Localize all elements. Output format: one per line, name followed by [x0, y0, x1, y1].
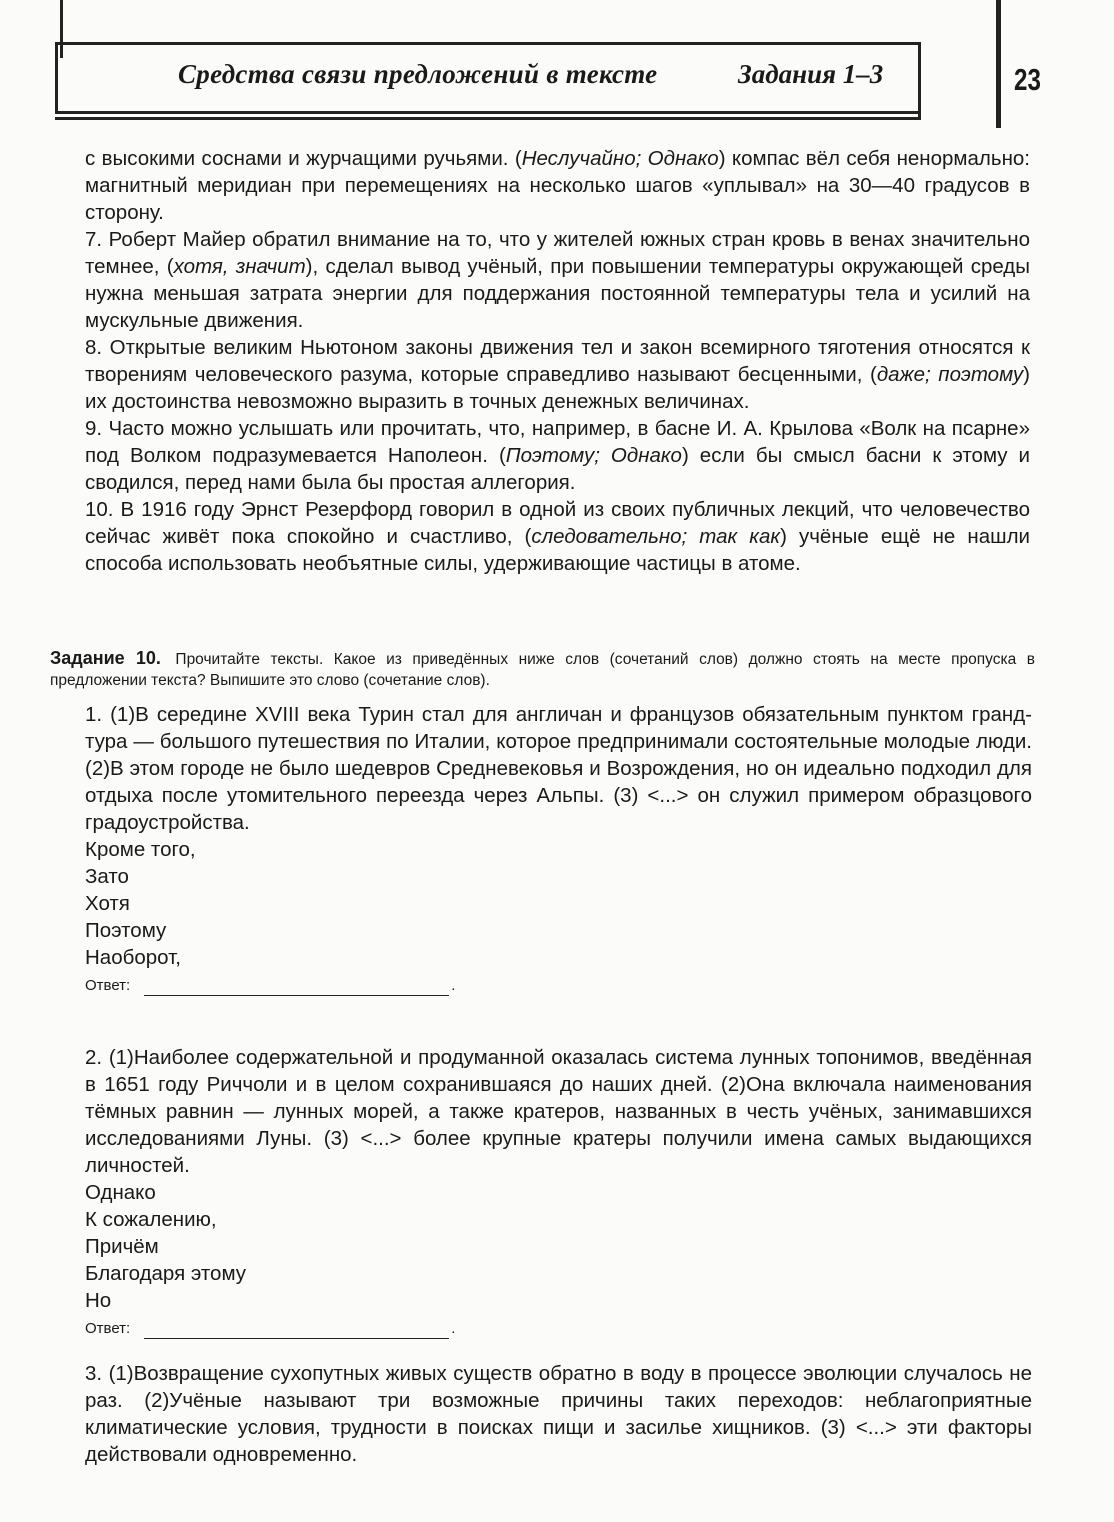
exercise-2-option-5: Но: [85, 1289, 112, 1312]
exercise-3-text: 3. (1)Возвращение сухопутных живых существ обратно в воду в процессе эволюции случалось не раз. (2)Учёные называют три возможные причины таких переходов: неблагоприятные климатические условия, трудности в поисках пищи и засилье хищников. (3) <...> эти факторы действовали одновременно.: [85, 1362, 1032, 1466]
answer-dot: .: [451, 977, 456, 994]
answer-blank[interactable]: [144, 1324, 449, 1339]
task-10-heading: [50, 648, 1035, 691]
item-9: 9. Часто можно услышать или прочитать, что, например, в басне И. А. Крылова «Волк на псарне» под Волком подразумевается Наполеон. (Поэтому; Однако) если бы смысл басни к этому и сводился, перед нами была бы простая аллегория.: [85, 417, 1030, 494]
exercise-1: [85, 701, 1032, 996]
right-rule: [996, 0, 1001, 128]
exercise-2-option-2: К сожалению,: [85, 1208, 217, 1231]
running-header: [55, 42, 921, 114]
answer-label: Ответ:: [85, 1320, 131, 1337]
exercise-1-option-2: Зато: [85, 865, 129, 888]
exercise-2-option-1: Однако: [85, 1181, 156, 1204]
exercise-1-option-1: Кроме того,: [85, 838, 196, 861]
header-underline: [55, 117, 921, 120]
exercise-3: [85, 1360, 1032, 1468]
exercise-1-option-4: Поэтому: [85, 919, 167, 942]
item-continued: с высокими соснами и журчащими ручьями. (Неслучайно; Однако) компас вёл себя ненормально: магнитный меридиан при перемещениях на несколько шагов «уплывал» на 30—40 градусов в сторону.: [85, 147, 1030, 224]
answer-blank[interactable]: [144, 981, 449, 996]
exercise-2-option-4: Благодаря этому: [85, 1262, 247, 1285]
item-8: 8. Открытые великим Ньютоном законы движения тел и закон всемирного тяготения относятся к творениям человеческого разума, которые справедливо называют бесценными, (даже; поэтому) их достоинства невозможно выразить в точных денежных величинах.: [85, 336, 1030, 413]
exercise-2-option-3: Причём: [85, 1235, 159, 1258]
header-task-range: Задания 1–3: [738, 59, 884, 89]
exercise-1-option-3: Хотя: [85, 892, 130, 915]
task-10-instruction: Прочитайте тексты. Какое из приведённых ниже слов (сочетаний слов) должно стоять на месте пропуска в предложении текста? Выпишите это слово (сочетание слов).: [50, 651, 1035, 689]
answer-dot: .: [451, 1320, 456, 1337]
header-tick: [918, 106, 921, 120]
exercise-1-option-5: Наоборот,: [85, 946, 181, 969]
item-10: 10. В 1916 году Эрнст Резерфорд говорил в одной из своих публичных лекций, что человечество сейчас живёт пока спокойно и счастливо, (следовательно; так как) учёные ещё не нашли способа использовать необъятные силы, удерживающие частицы в атоме.: [85, 498, 1030, 575]
exercise-2: [85, 1044, 1032, 1339]
exercise-2-text: 2. (1)Наиболее содержательной и продуманной оказалась система лунных топонимов, введённая в 1651 году Риччоли и в целом сохранившаяся до наших дней. (2)Она включала наименования тёмных равнин — лунных морей, а также кратеров, названных в честь учёных, занимавшихся исследованиями Луны. (3) <...> более крупные кратеры получили имена самых выдающихся личностей.: [85, 1046, 1032, 1177]
header-title: Средства связи предложений в тексте: [178, 59, 658, 89]
continued-task-items: [85, 145, 1030, 577]
answer-label: Ответ:: [85, 977, 131, 994]
exercise-2-answer: [85, 1319, 1032, 1339]
exercise-1-text: 1. (1)В середине XVIII века Турин стал для англичан и французов обязательным пунктом гранд-тура — большого путешествия по Италии, которое предпринимали состоятельные молодые люди. (2)В этом городе не было шедевров Средневековья и Возрождения, но он идеально подходил для отдыха после утомительного переезда через Альпы. (3) <...> он служил примером образцового градоустройства.: [85, 703, 1032, 834]
exercise-1-answer: [85, 976, 1032, 996]
item-7: 7. Роберт Майер обратил внимание на то, что у жителей южных стран кровь в венах значительно темнее, (хотя, значит), сделал вывод учёный, при повышении температуры окружающей среды нужна меньшая затрата энергии для поддержания постоянной температуры тела и усилий на мускульные движения.: [85, 228, 1030, 332]
page-number: 23: [1014, 62, 1041, 97]
task-10-label: Задание 10.: [50, 648, 161, 668]
